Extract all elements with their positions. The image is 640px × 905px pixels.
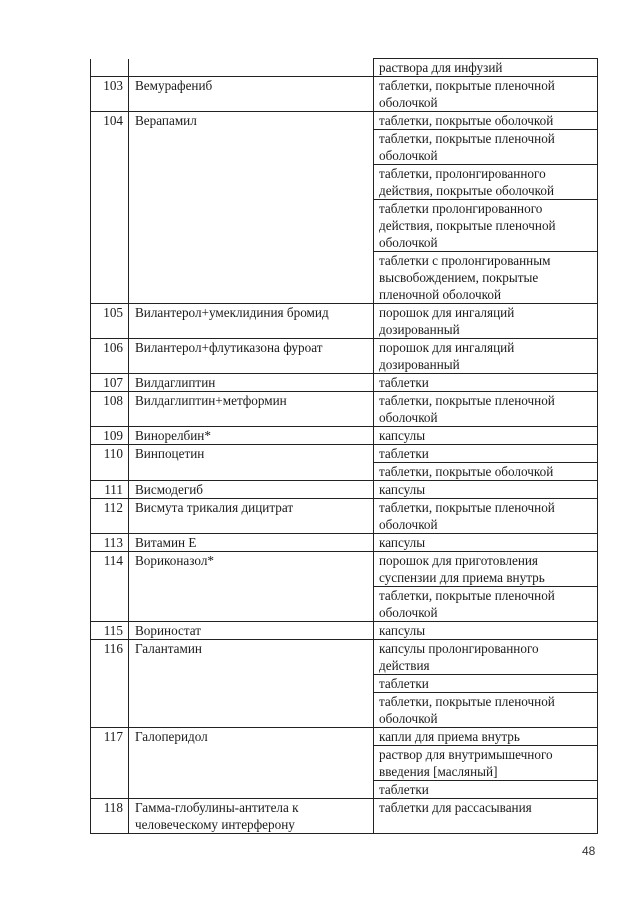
dosage-form: таблетки — [374, 445, 598, 463]
table-row — [91, 427, 598, 445]
dosage-form: раствор для внутримышечного введения [масляный] — [374, 746, 598, 781]
dosage-form: таблетки, покрытые оболочкой — [374, 112, 598, 130]
drug-name — [129, 59, 374, 77]
table-row — [91, 552, 598, 587]
row-number: 117 — [91, 728, 129, 799]
drug-name: Галантамин — [129, 640, 374, 728]
row-number: 108 — [91, 392, 129, 427]
table-row — [91, 304, 598, 339]
drug-name: Гамма-глобулины-антитела к человеческому интерферону — [129, 799, 374, 834]
dosage-form: капсулы пролонгированного действия — [374, 640, 598, 675]
row-number — [91, 59, 129, 77]
drug-name: Висмута трикалия дицитрат — [129, 499, 374, 534]
row-number: 113 — [91, 534, 129, 552]
dosage-form: порошок для приготовления суспензии для приема внутрь — [374, 552, 598, 587]
drug-name: Вориностат — [129, 622, 374, 640]
row-number: 116 — [91, 640, 129, 728]
dosage-form: таблетки, покрытые пленочной оболочкой — [374, 130, 598, 165]
row-number: 110 — [91, 445, 129, 481]
dosage-form: порошок для ингаляций дозированный — [374, 304, 598, 339]
table-row — [91, 481, 598, 499]
page-number: 48 — [582, 844, 596, 858]
dosage-form: таблетки — [374, 374, 598, 392]
drug-name: Вемурафениб — [129, 77, 374, 112]
drug-name: Висмодегиб — [129, 481, 374, 499]
table-row — [91, 77, 598, 112]
dosage-form: таблетки — [374, 675, 598, 693]
drug-name: Вилдаглиптин — [129, 374, 374, 392]
dosage-form: таблетки — [374, 781, 598, 799]
row-number: 109 — [91, 427, 129, 445]
dosage-form: таблетки, покрытые пленочной оболочкой — [374, 499, 598, 534]
dosage-form: капли для приема внутрь — [374, 728, 598, 746]
row-number: 104 — [91, 112, 129, 304]
row-number: 103 — [91, 77, 129, 112]
table-row — [91, 392, 598, 427]
table-row — [91, 445, 598, 463]
row-number: 111 — [91, 481, 129, 499]
drug-name: Вилантерол+флутиказона фуроат — [129, 339, 374, 374]
drug-table — [90, 58, 598, 834]
row-number: 112 — [91, 499, 129, 534]
row-number: 106 — [91, 339, 129, 374]
dosage-form: таблетки пролонгированного действия, покрытые пленочной оболочкой — [374, 200, 598, 252]
dosage-form: капсулы — [374, 622, 598, 640]
dosage-form: капсулы — [374, 427, 598, 445]
drug-name: Винпоцетин — [129, 445, 374, 481]
drug-name: Вилантерол+умеклидиния бромид — [129, 304, 374, 339]
row-number: 118 — [91, 799, 129, 834]
row-number: 115 — [91, 622, 129, 640]
drug-name: Витамин Е — [129, 534, 374, 552]
dosage-form: таблетки, покрытые пленочной оболочкой — [374, 77, 598, 112]
table-row — [91, 728, 598, 746]
dosage-form: таблетки, покрытые пленочной оболочкой — [374, 693, 598, 728]
dosage-form: таблетки, покрытые оболочкой — [374, 463, 598, 481]
drug-name: Галоперидол — [129, 728, 374, 799]
drug-name: Винорелбин* — [129, 427, 374, 445]
row-number: 114 — [91, 552, 129, 622]
dosage-form: таблетки с пролонгированным высвобождением, покрытые пленочной оболочкой — [374, 252, 598, 304]
dosage-form: капсулы — [374, 481, 598, 499]
row-number: 105 — [91, 304, 129, 339]
table-row — [91, 59, 598, 77]
drug-name: Вориконазол* — [129, 552, 374, 622]
table-row — [91, 374, 598, 392]
dosage-form: капсулы — [374, 534, 598, 552]
table-row — [91, 499, 598, 534]
table-row — [91, 534, 598, 552]
table-row — [91, 799, 598, 834]
row-number: 107 — [91, 374, 129, 392]
dosage-form: порошок для ингаляций дозированный — [374, 339, 598, 374]
table-row — [91, 622, 598, 640]
drug-name: Вилдаглиптин+метформин — [129, 392, 374, 427]
dosage-form: таблетки для рассасывания — [374, 799, 598, 834]
table-row — [91, 339, 598, 374]
dosage-form: таблетки, пролонгированного действия, покрытые оболочкой — [374, 165, 598, 200]
dosage-form: раствора для инфузий — [374, 59, 598, 77]
dosage-form: таблетки, покрытые пленочной оболочкой — [374, 392, 598, 427]
dosage-form: таблетки, покрытые пленочной оболочкой — [374, 587, 598, 622]
table-row — [91, 112, 598, 130]
table-row — [91, 640, 598, 675]
drug-name: Верапамил — [129, 112, 374, 304]
